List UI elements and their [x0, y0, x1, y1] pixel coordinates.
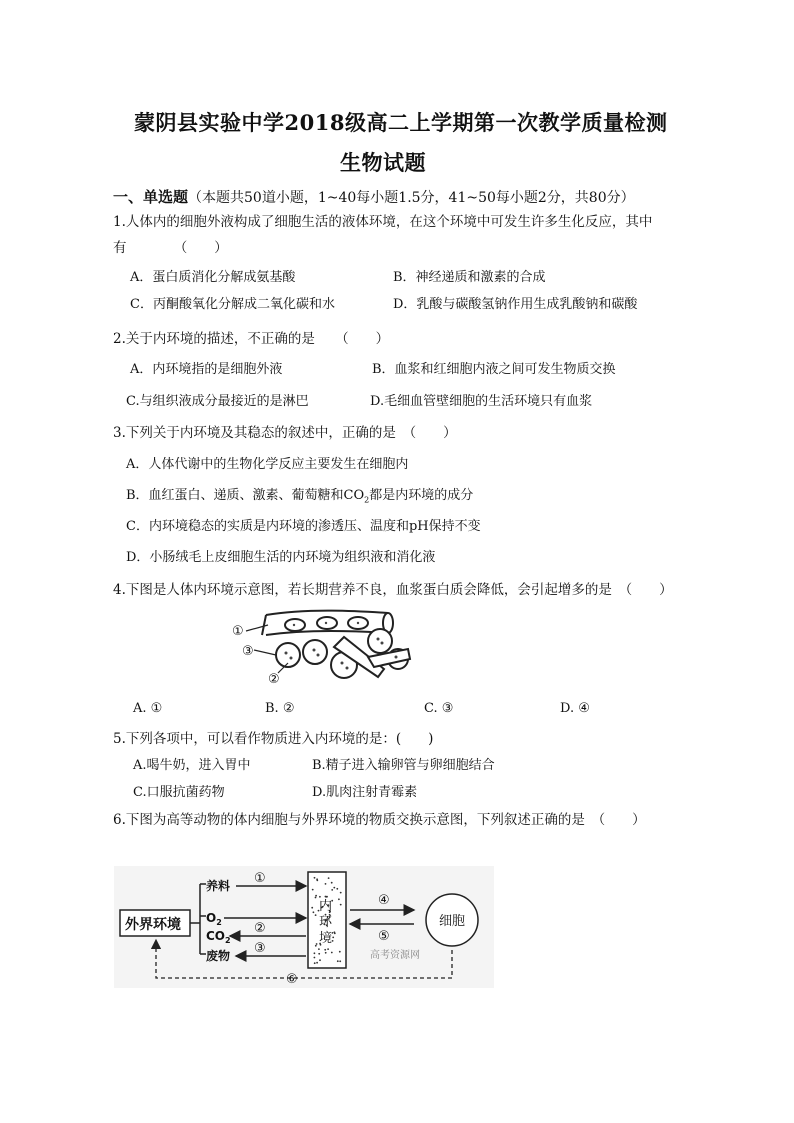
q3-stem: 3.下列关于内环境及其稳态的叙述中，正确的是 （ ）	[113, 425, 457, 441]
outer-environment-label: 外界环境	[125, 917, 181, 933]
arrow-label-2: ②	[254, 921, 266, 936]
stipple-dot	[314, 957, 316, 959]
stipple-dot	[333, 887, 335, 889]
q1-option-d: D．乳酸与碳酸氢钠作用生成乳酸钠和碳酸	[393, 297, 638, 312]
stipple-dot	[328, 877, 330, 879]
section-header	[113, 186, 635, 207]
q3-option-b-pre: B．血红蛋白、递质、激素、葡萄糖和CO	[126, 488, 365, 503]
internal-char-1: 内	[319, 899, 333, 914]
arrow-label-6: ⑥	[286, 972, 298, 987]
stipple-dot	[327, 948, 329, 950]
exam-title: 蒙阴县实验中学2018级高二上学期第一次教学质量检测	[134, 110, 668, 135]
q3-option-c: C．内环境稳态的实质是内环境的渗透压、温度和pH保持不变	[126, 519, 481, 534]
stipple-dot	[325, 952, 327, 954]
stipple-dot	[318, 953, 320, 955]
q3-option-d: D．小肠绒毛上皮细胞生活的内环境为组织液和消化液	[126, 550, 436, 565]
figure-label-2: ②	[268, 672, 280, 687]
stipple-dot	[331, 882, 333, 884]
stipple-dot	[316, 878, 318, 880]
stipple-dot	[315, 897, 317, 899]
stipple-dot	[318, 948, 320, 950]
stipple-dot	[319, 896, 321, 898]
stipple-dot	[316, 962, 318, 964]
q5-option-b: B.精子进入输卵管与卵细胞结合	[312, 758, 495, 773]
figure-label-1: ①	[232, 624, 244, 639]
q1-stem-line1: 1.人体内的细胞外液构成了细胞生活的液体环境，在这个环境中可发生许多生化反应，其中	[113, 214, 653, 230]
q2-stem: 2.关于内环境的描述，不正确的是 （ ）	[113, 331, 390, 347]
stipple-dot	[316, 943, 318, 945]
stipple-dot	[331, 889, 333, 891]
stipple-dot	[332, 937, 334, 939]
q2-option-d: D.毛细血管壁细胞的生活环境只有血浆	[370, 394, 593, 409]
label-1-leader	[246, 625, 268, 631]
section-heading: 一、单选题	[113, 188, 189, 206]
arrow-label-1: ①	[254, 871, 266, 886]
stipple-dot	[340, 892, 342, 894]
stipple-dot	[315, 914, 317, 916]
stipple-dot	[314, 877, 316, 879]
q3-option-b-post: 都是内环境的成分	[369, 488, 474, 503]
stipple-dot	[337, 960, 339, 962]
q2-option-c: C.与组织液成分最接近的是淋巴	[126, 394, 309, 409]
figure-label-3: ③	[242, 644, 254, 659]
tissue-cell	[303, 640, 327, 664]
watermark: 高考资源网	[370, 950, 420, 961]
internal-char-2: 环	[319, 915, 333, 930]
arrow-label-4: ④	[378, 893, 390, 908]
q4-option-a: A. ①	[133, 701, 163, 716]
q3-option-b	[126, 484, 473, 505]
q4-option-d: D. ④	[560, 701, 590, 716]
stipple-dot	[325, 883, 327, 885]
stipple-dot	[315, 945, 317, 947]
stipple-dot	[338, 898, 340, 900]
q5-option-c: C.口服抗菌药物	[133, 785, 225, 800]
exam-subtitle: 生物试题	[340, 150, 426, 175]
stipple-dot	[324, 949, 326, 951]
q5-option-a: A.喝牛奶，进入胃中	[133, 758, 251, 773]
o2-label: $O_2$	[206, 911, 222, 927]
stipple-dot	[313, 911, 315, 913]
q5-option-d: D.肌肉注射青霉素	[312, 785, 418, 800]
arrow-label-5: ⑤	[378, 929, 390, 944]
stipple-dot	[340, 904, 342, 906]
q6-stem: 6.下图为高等动物的体内细胞与外界环境的物质交换示意图，下列叙述正确的是 （ ）	[113, 812, 646, 828]
q2-option-a: A．内环境指的是细胞外液	[130, 362, 283, 377]
stipple-dot	[315, 895, 317, 897]
cell-label: 细胞	[439, 914, 466, 929]
q1-option-a: A．蛋白质消化分解成氨基酸	[130, 270, 296, 285]
stipple-dot	[339, 960, 341, 962]
stipple-dot	[319, 959, 321, 961]
capillary-opening	[262, 615, 266, 635]
nutrients-label: 养料	[206, 879, 231, 893]
stipple-dot	[325, 896, 327, 898]
stipple-dot	[314, 962, 316, 964]
q4-option-c: C. ③	[424, 701, 454, 716]
q1-stem-line2: 有 （ ）	[113, 240, 228, 256]
q1-option-b: B．神经递质和激素的合成	[393, 270, 546, 285]
q1-option-c: C．丙酮酸氧化分解成二氧化碳和水	[130, 297, 335, 312]
section-note: （本题共50道小题，1~40每小题1.5分，41~50每小题2分，共80分）	[188, 190, 635, 206]
q2-option-b: B．血浆和红细胞内液之间可发生物质交换	[372, 362, 616, 377]
internal-environment-figure	[228, 605, 418, 687]
stipple-dot	[331, 952, 333, 954]
label-3-leader	[254, 650, 276, 655]
exchange-diagram	[114, 866, 494, 988]
q4-stem: 4.下图是人体内环境示意图，若长期营养不良，血浆蛋白质会降低，会引起增多的是 （ ）	[113, 582, 673, 598]
waste-label: 废物	[206, 949, 231, 963]
q3-option-a: A．人体代谢中的生物化学反应主要发生在细胞内	[126, 457, 409, 472]
stipple-dot	[339, 951, 341, 953]
tissue-cell	[368, 629, 392, 653]
stipple-dot	[314, 952, 316, 954]
q5-stem: 5.下列各项中，可以看作物质进入内环境的是：( )	[113, 731, 434, 747]
arrow-label-3: ③	[254, 941, 266, 956]
q3-option-b-sub: 2	[364, 495, 370, 505]
stipple-dot	[334, 931, 336, 933]
q4-option-b: B. ②	[265, 701, 295, 716]
stipple-dot	[336, 888, 338, 890]
stipple-dot	[311, 907, 313, 909]
internal-char-3: 境	[319, 931, 333, 946]
stipple-dot	[312, 889, 314, 891]
co2-label: $CO_2$	[206, 929, 231, 945]
